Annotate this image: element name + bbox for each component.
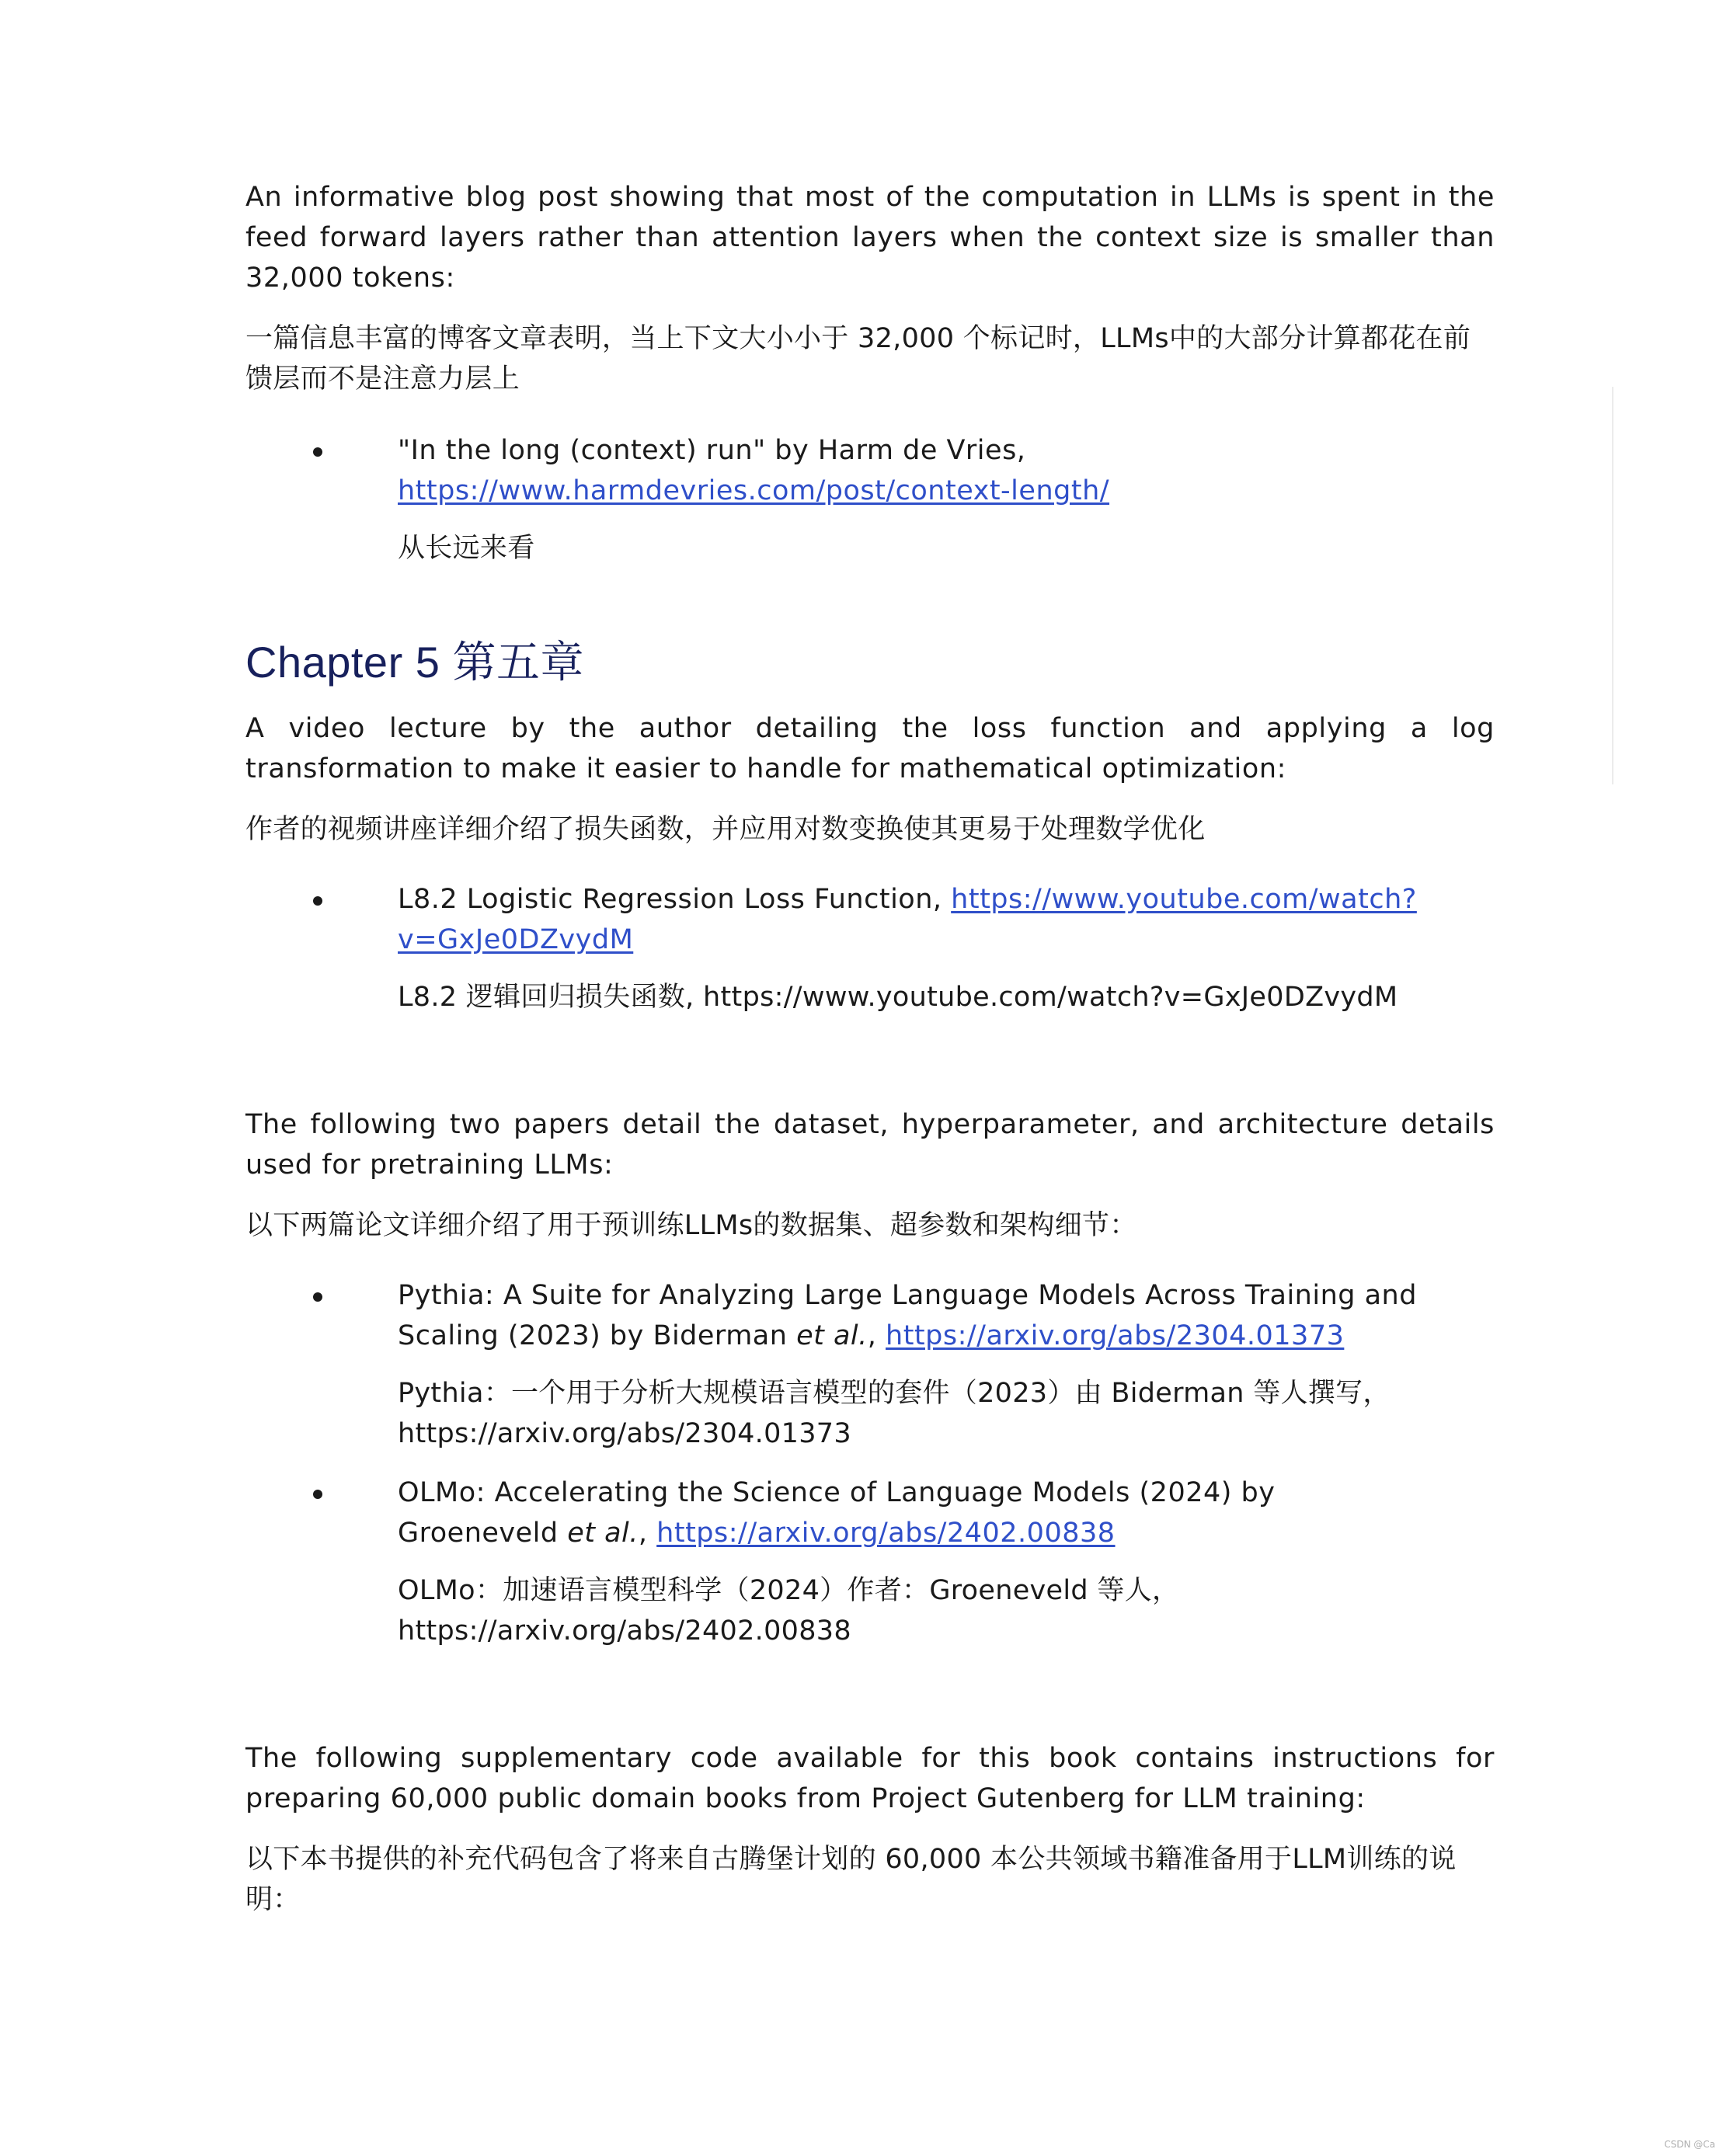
reference-title: "In the long (context) run" by Harm de Vries, (398, 435, 1026, 466)
margin-rule (1612, 387, 1613, 784)
papers-intro-en: The following two papers detail the dataset, hyperparameter, and architecture details used for pretraining LLMs: (245, 1109, 1495, 1181)
ffn-reference-list (245, 430, 1495, 569)
video-intro-zh: 作者的视频讲座详细介绍了损失函数，并应用对数变换使其更易于处理数学优化 (245, 814, 1206, 845)
bullet-icon (313, 1490, 322, 1499)
list-item (245, 1473, 1495, 1651)
harmdevries-link[interactable]: https://www.harmdevries.com/post/context-length/ (398, 475, 1110, 506)
pythia-arxiv-link[interactable]: https://arxiv.org/abs/2304.01373 (886, 1320, 1345, 1351)
reference-translation: Pythia：一个用于分析大规模语言模型的套件（2023）由 Biderman 等人撰写， https://arxiv.org/abs/2304.01373 (398, 1378, 1391, 1449)
reference-translation: OLMo：加速语言模型科学（2024）作者：Groeneveld 等人， https://arxiv.org/abs/2402.00838 (398, 1575, 1180, 1647)
youtube-link[interactable]: https://www.youtube.com/watch? v=GxJe0DZvydM (398, 884, 1417, 955)
papers-list (245, 1275, 1495, 1651)
supp-intro-zh: 以下本书提供的补充代码包含了将来自古腾堡计划的 60,000 本公共领域书籍准备用于LLM训练的说明： (245, 1844, 1457, 1915)
olmo-arxiv-link[interactable]: https://arxiv.org/abs/2402.00838 (656, 1518, 1116, 1549)
list-item (245, 879, 1495, 1017)
papers-intro-zh: 以下两篇论文详细介绍了用于预训练LLMs的数据集、超参数和架构细节： (245, 1210, 1137, 1241)
chapter-title: Chapter 5 第五章 (245, 638, 584, 687)
supp-intro-en: The following supplementary code available for this book contains instructions for preparing 60,000 public domain books from Project Gutenberg for LLM training: (245, 1743, 1495, 1814)
document-page (245, 177, 1495, 1920)
ffn-intro-en: An informative blog post showing that most of the computation in LLMs is spent in the feed forward layers rather than attention layers when the context size is smaller than 32,000 tokens: (245, 182, 1495, 294)
bullet-icon (313, 896, 322, 906)
bullet-icon (313, 447, 322, 457)
reference-text: Pythia: A Suite for Analyzing Large Language Models Across Training and Scaling (2023) by Biderman et al., https://arxiv.org/abs/2304.01373 (398, 1280, 1417, 1351)
reference-translation: 从长远来看 (398, 533, 535, 564)
reference-title: L8.2 Logistic Regression Loss Function, (398, 884, 942, 915)
watermark: CSDN @Ca (1664, 2139, 1715, 2150)
list-item (245, 1275, 1495, 1454)
video-reference-list (245, 879, 1495, 1017)
reference-text: OLMo: Accelerating the Science of Language Models (2024) by Groeneveld et al., https://arxiv.org/abs/2402.00838 (398, 1477, 1276, 1549)
ffn-intro-zh: 一篇信息丰富的博客文章表明，当上下文大小小于 32,000 个标记时，LLMs中的大部分计算都花在前馈层而不是注意力层上 (245, 323, 1471, 395)
reference-text (398, 430, 1495, 511)
list-item (245, 430, 1495, 569)
video-intro-en: A video lecture by the author detailing the loss function and applying a log transformation to make it easier to handle for mathematical optimization: (245, 713, 1495, 784)
reference-translation: L8.2 逻辑回归损失函数, https://www.youtube.com/watch?v=GxJe0DZvydM (398, 982, 1398, 1013)
reference-text (398, 879, 1495, 960)
bullet-icon (313, 1292, 322, 1302)
